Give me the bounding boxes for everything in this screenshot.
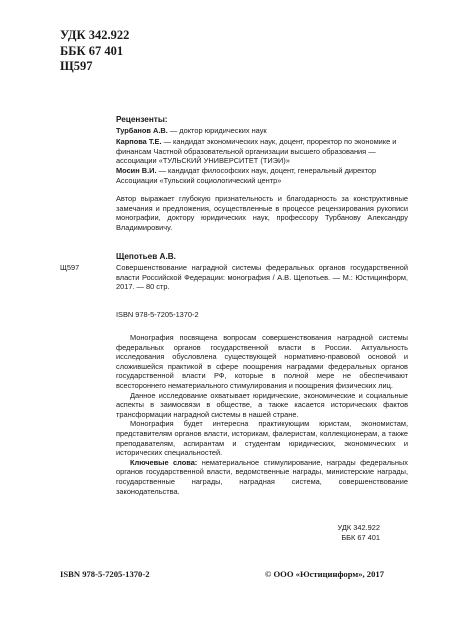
acknowledgement: Автор выражает глубокую признательность и благодарность за конструктивные замечания и предложения, осуществленные в процессе рецензирования рукописи монографии, доктору юридических наук, профессору Турбанову Александру Владимировичу. <box>116 194 408 232</box>
reviewer-1 <box>116 126 406 136</box>
footer-copyright: © ООО «Юстицинформ», 2017 <box>264 569 384 579</box>
reviewer-2 <box>116 137 406 166</box>
library-card-isbn: ISBN 978-5-7205-1370-2 <box>116 310 199 319</box>
bottom-udk-code: УДК 342.922 <box>337 523 380 532</box>
annotation-paragraph: Данное исследование охватывает юридические, экономические и социальные аспекты в заимосвязи в обществе, а также касается исторических фактов трансформации наградной системы в нашей стране. <box>116 390 408 419</box>
annotation-paragraph: Монография посвящена вопросам совершенствования наградной системы федеральных органов государственной власти в России. Актуальность исследования обусловлена существующей нормативно-правовой основой и сложившейся практикой в сфере поощрения наградами федеральных органов государственной власти РФ, которые в полной мере не обеспечивают всестороннего нематериального стимулирования и поощрения физических лиц. <box>116 333 408 390</box>
author-mark: Щ597 <box>60 59 93 73</box>
reviewer-name: Мосин В.И. <box>116 166 157 175</box>
bottom-bbk-code: ББК 67 401 <box>341 532 380 542</box>
keywords-label: Ключевые слова: <box>130 457 198 467</box>
reviewer-name: Турбанов А.В. <box>116 126 168 135</box>
udk-header <box>60 28 129 75</box>
reviewer-name: Карпова Т.Е. <box>116 137 162 146</box>
keywords-text: нематериальное стимулирование, награды федеральных органов государственной власти, ведомственные награды, министерские награды, государственные награды, наградная система, совершенствование законодательства. <box>116 457 408 496</box>
library-card-description: Совершенствование наградной системы федеральных органов государственной власти Российской Федерации: монография / А.В. Щепотьев. — М.: Юстицинформ, 2017. — 80 стр. <box>116 263 408 292</box>
footer-isbn: ISBN 978-5-7205-1370-2 <box>60 569 150 579</box>
reviewer-3 <box>116 166 406 185</box>
library-card-code: Щ597 <box>60 263 80 272</box>
keywords-paragraph <box>116 458 408 496</box>
reviewer-credentials: — кандидат философских наук, доцент, генеральный директор Ассоциации «Тульский социологический центр» <box>116 166 377 185</box>
annotation-paragraph: Монография будет интересна практикующим юристам, экономистам, представителям органов власти, историкам, фалеристам, коллекционерам, а также преподавателям, аспирантам и студентам юридических, экономических и исторических специальностей. <box>116 419 408 458</box>
reviewer-credentials: — кандидат экономических наук, доцент, проректор по экономике и финансам Частной образовательной организации высшего образования — ассоциации «ТУЛЬСКИЙ УНИВЕРСИТЕТ (ТИЭИ)» <box>116 137 397 166</box>
udk-code: УДК 342.922 <box>60 28 130 42</box>
reviewer-credentials: — доктор юридических наук <box>167 126 267 135</box>
bbk-code: ББК 67 401 <box>60 43 124 58</box>
library-card-author: Щепотьев А.В. <box>116 252 176 261</box>
annotation <box>116 333 408 496</box>
reviewers-heading: Рецензенты: <box>116 115 168 124</box>
bottom-udk <box>300 523 380 542</box>
